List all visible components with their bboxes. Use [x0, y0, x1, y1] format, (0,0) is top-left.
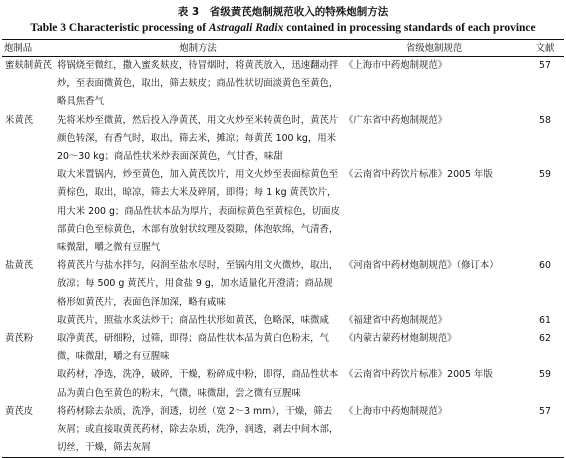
header-product: 炮制品: [2, 40, 54, 57]
cell-product: 黄芪粉: [5, 333, 34, 345]
cell-standard: 《福建省中药炮制规范》: [344, 314, 448, 326]
cell-reference: 57: [539, 60, 551, 71]
cell-product: [2, 366, 54, 402]
cell-product: [2, 166, 54, 257]
caption-english-suffix: contained in processing standards of each province: [283, 22, 536, 34]
table-row: [2, 312, 564, 330]
cell-standard: 《上海市中药炮制规范》: [342, 403, 526, 458]
cell-method: 取大米置锅内，炒至黄色，加入黄芪饮片，用文火炒至表面棕黄色至黄棕色，取出，晾凉，筛去大米及碎屑，即得；每 1 kg 黄芪饮片，用大米 200 g；商品性状本品为厚片，表面棕黄色至黄棕色，切面皮部黄白色至棕黄色，木部有放射状纹理及裂隙，体泡软绵，气清香，味微甜，嚼之微有豆腥气: [57, 169, 340, 254]
table-row: [2, 330, 564, 366]
processing-methods-table: [2, 39, 564, 458]
cell-method: 取药材，净选，洗净，破碎，干燥，粉碎成中粉，即得，商品性状本品为黄白色至黄色的粉末，气微，味微甜，尝之微有豆腥味: [57, 369, 339, 399]
cell-standard: 《内蒙古蒙药材炮制规范》: [344, 333, 457, 345]
cell-method: 将黄芪片与盐水拌匀，闷润至盐水尽时，至锅内用文火微炒，取出，放凉；每 500 g 黄芪片，用食盐 9 g，加水适量化开澄清；商品规格形如黄芪片，表面色泽加深，略有咸味: [57, 260, 339, 308]
table-header-row: [2, 40, 564, 57]
caption-english-latin-name: Astragali Radix: [208, 22, 284, 34]
table-row: [2, 57, 564, 112]
cell-reference: 61: [539, 314, 551, 326]
table-row: [2, 166, 564, 257]
cell-product: 黄芪皮: [2, 403, 54, 458]
table-row: [2, 257, 564, 312]
cell-product: [2, 312, 54, 330]
header-method: 炮制方法: [54, 40, 342, 57]
cell-reference: 58: [539, 114, 551, 126]
cell-method: 将药材除去杂质，洗净，润透，切丝（宽 2～3 mm），干燥，筛去灰屑；或直接取黄芪药材，除去杂质，洗净，润透，剥去中间木部，切丝，干燥，筛去灰屑: [54, 403, 342, 458]
cell-reference: 62: [539, 333, 551, 345]
cell-method: 将锅烧至微红，撒入蜜炙麸皮，待冒烟时，将黄芪放入，迅速翻动拌炒，至表面微黄色，取出，筛去麸皮；商品性状切面淡黄色至黄色，略具焦香气: [57, 60, 339, 108]
header-standard: 省级炮制规范: [342, 40, 526, 57]
table-row: [2, 112, 564, 167]
cell-reference: 59: [539, 369, 551, 381]
cell-reference: 60: [539, 260, 551, 272]
cell-product: 蜜麸制黄芪: [5, 60, 52, 71]
cell-product: 盐黄芪: [5, 260, 34, 272]
caption-english-prefix: Table 3 Characteristic processing of: [30, 22, 209, 34]
cell-product: 米黄芪: [5, 114, 34, 126]
table-row: [2, 403, 564, 458]
table-caption-english: [0, 21, 566, 35]
cell-method: 取黄芪片，照盐水炙法炒干；商品性状形如黄芪，色略深，味微咸: [57, 314, 329, 326]
cell-reference: 59: [539, 169, 551, 181]
table-caption-chinese: 表 3 省级黄芪炮制规范收入的特殊炮制方法: [177, 6, 389, 18]
table-row: [2, 366, 564, 402]
header-reference: 文献: [526, 40, 564, 57]
cell-standard: 《云南省中药饮片标准》2005 年版: [344, 369, 493, 381]
cell-standard: 《上海市中药炮制规范》: [344, 60, 448, 71]
cell-standard: 《云南省中药饮片标准》2005 年版: [344, 169, 493, 181]
cell-standard: 《广东省中药炮制规范》: [344, 114, 448, 126]
cell-method: 取净黄芪，研细粉，过筛，即得；商品性状本品为黄白色粉末，气微，味微甜，嚼之有豆腥味: [57, 333, 329, 363]
cell-reference: 57: [526, 403, 564, 458]
cell-standard: 《河南省中药材炮制规范》（修订本）: [344, 260, 499, 272]
cell-method: 先将米炒至微黄，然后投入净黄芪，用文火炒至米转黄色时，黄芪片颜色转深，有香气时，取出，筛去米，摊凉；每黄芪 100 kg，用米 20～30 kg；商品性状米炒表面深黄色，气甘香，味甜: [57, 114, 339, 163]
